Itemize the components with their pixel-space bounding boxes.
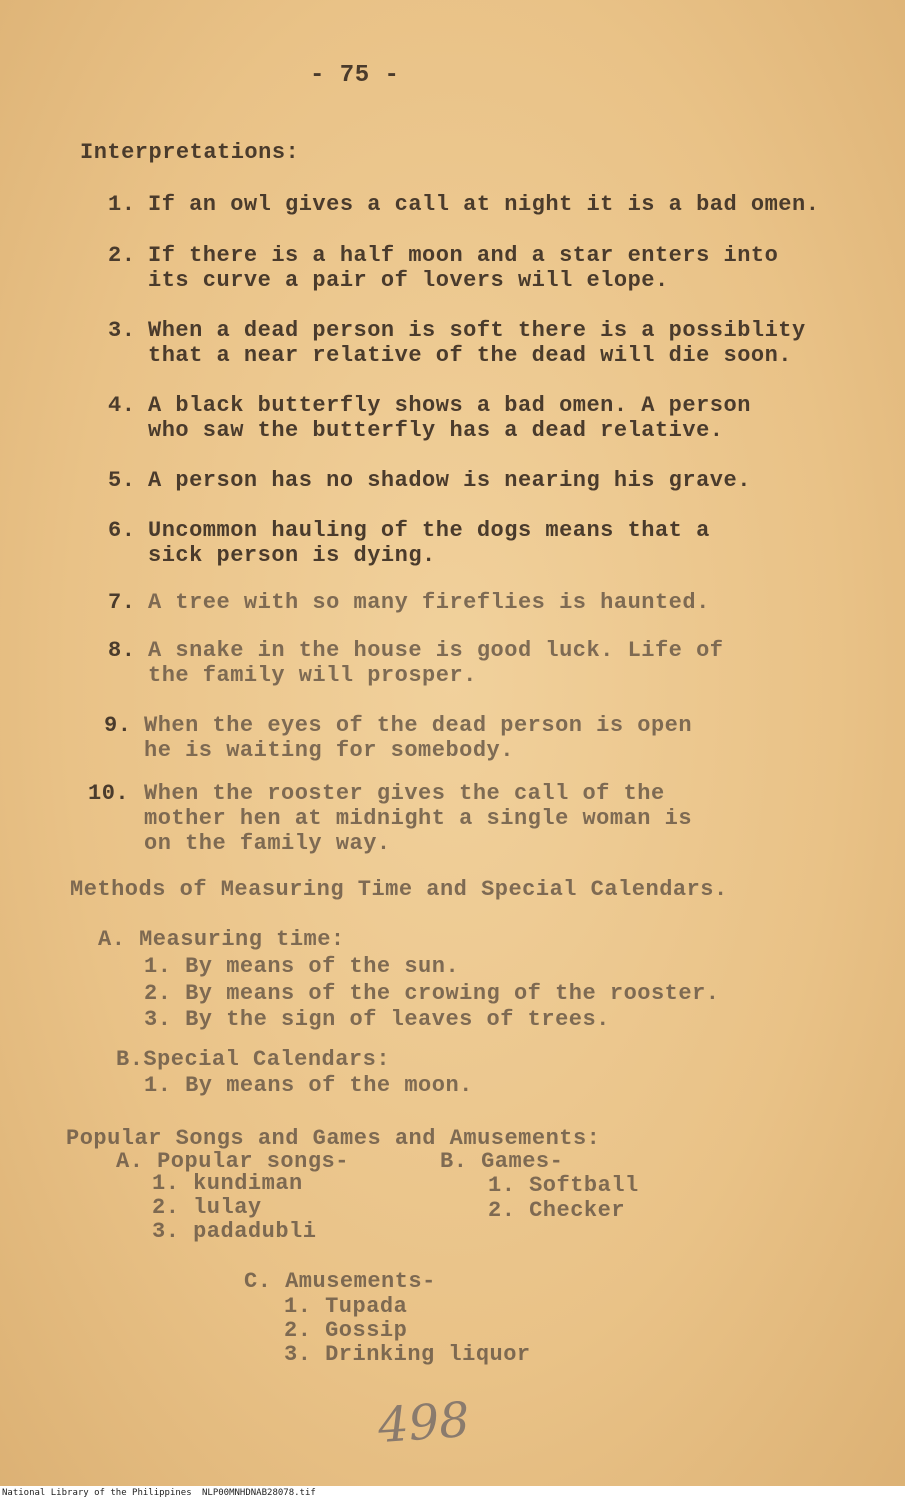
item-line: A black butterfly shows a bad omen. A person: [148, 393, 751, 418]
songs-c-item: 1. Tupada: [284, 1294, 408, 1319]
item-number: 1.: [108, 192, 136, 217]
footer-filename: NLP00MNHDNAB28078.tif: [202, 1488, 316, 1498]
item-line: When a dead person is soft there is a possiblity: [148, 318, 806, 343]
time-a-label: A. Measuring time:: [98, 927, 345, 952]
item-line: he is waiting for somebody.: [144, 738, 514, 763]
songs-a-item: 3. padadubli: [152, 1219, 317, 1244]
item-line: Uncommon hauling of the dogs means that a: [148, 518, 710, 543]
item-line: the family will prosper.: [148, 663, 477, 688]
item-number: 5.: [108, 468, 136, 493]
time-b-item: 1. By means of the moon.: [144, 1073, 473, 1098]
songs-b-item: 2. Checker: [488, 1198, 626, 1223]
item-line: If an owl gives a call at night it is a bad omen.: [148, 192, 820, 217]
item-line: When the rooster gives the call of the: [144, 781, 665, 806]
item-line: A tree with so many fireflies is haunted.: [148, 590, 710, 615]
item-number: 8.: [108, 638, 136, 663]
item-number: 6.: [108, 518, 136, 543]
item-number: 9.: [104, 713, 132, 738]
interpretations-heading: Interpretations:: [80, 140, 300, 165]
item-line: A snake in the house is good luck. Life of: [148, 638, 724, 663]
songs-c-item: 3. Drinking liquor: [284, 1342, 531, 1367]
page-number: - 75 -: [310, 62, 400, 89]
item-number: 2.: [108, 243, 136, 268]
footer-source: National Library of the Philippines: [2, 1488, 192, 1498]
scan-footer: [0, 1486, 905, 1500]
time-b-label: B.Special Calendars:: [116, 1047, 391, 1072]
item-line: who saw the butterfly has a dead relative.: [148, 418, 724, 443]
time-heading: Methods of Measuring Time and Special Calendars.: [70, 877, 728, 902]
item-line: sick person is dying.: [148, 543, 436, 568]
time-a-item: 3. By the sign of leaves of trees.: [144, 1007, 610, 1032]
item-line: on the family way.: [144, 831, 391, 856]
songs-a-item: 2. lulay: [152, 1195, 262, 1220]
item-line: A person has no shadow is nearing his grave.: [148, 468, 751, 493]
time-a-item: 2. By means of the crowing of the rooster.: [144, 981, 720, 1006]
songs-a-label: A. Popular songs-: [116, 1149, 349, 1174]
item-number: 4.: [108, 393, 136, 418]
handwritten-signature: 498: [376, 1391, 472, 1455]
item-line: its curve a pair of lovers will elope.: [148, 268, 669, 293]
item-line: that a near relative of the dead will die soon.: [148, 343, 793, 368]
item-number: 3.: [108, 318, 136, 343]
songs-heading: Popular Songs and Games and Amusements:: [66, 1126, 601, 1151]
songs-c-item: 2. Gossip: [284, 1318, 408, 1343]
time-a-item: 1. By means of the sun.: [144, 954, 460, 979]
songs-b-label: B. Games-: [440, 1149, 564, 1174]
item-number: 10.: [88, 781, 130, 806]
item-line: When the eyes of the dead person is open: [144, 713, 693, 738]
item-line: If there is a half moon and a star enters into: [148, 243, 779, 268]
songs-b-item: 1. Softball: [488, 1173, 639, 1198]
songs-c-label: C. Amusements-: [244, 1269, 436, 1294]
item-number: 7.: [108, 590, 136, 615]
songs-a-item: 1. kundiman: [152, 1171, 303, 1196]
item-line: mother hen at midnight a single woman is: [144, 806, 693, 831]
